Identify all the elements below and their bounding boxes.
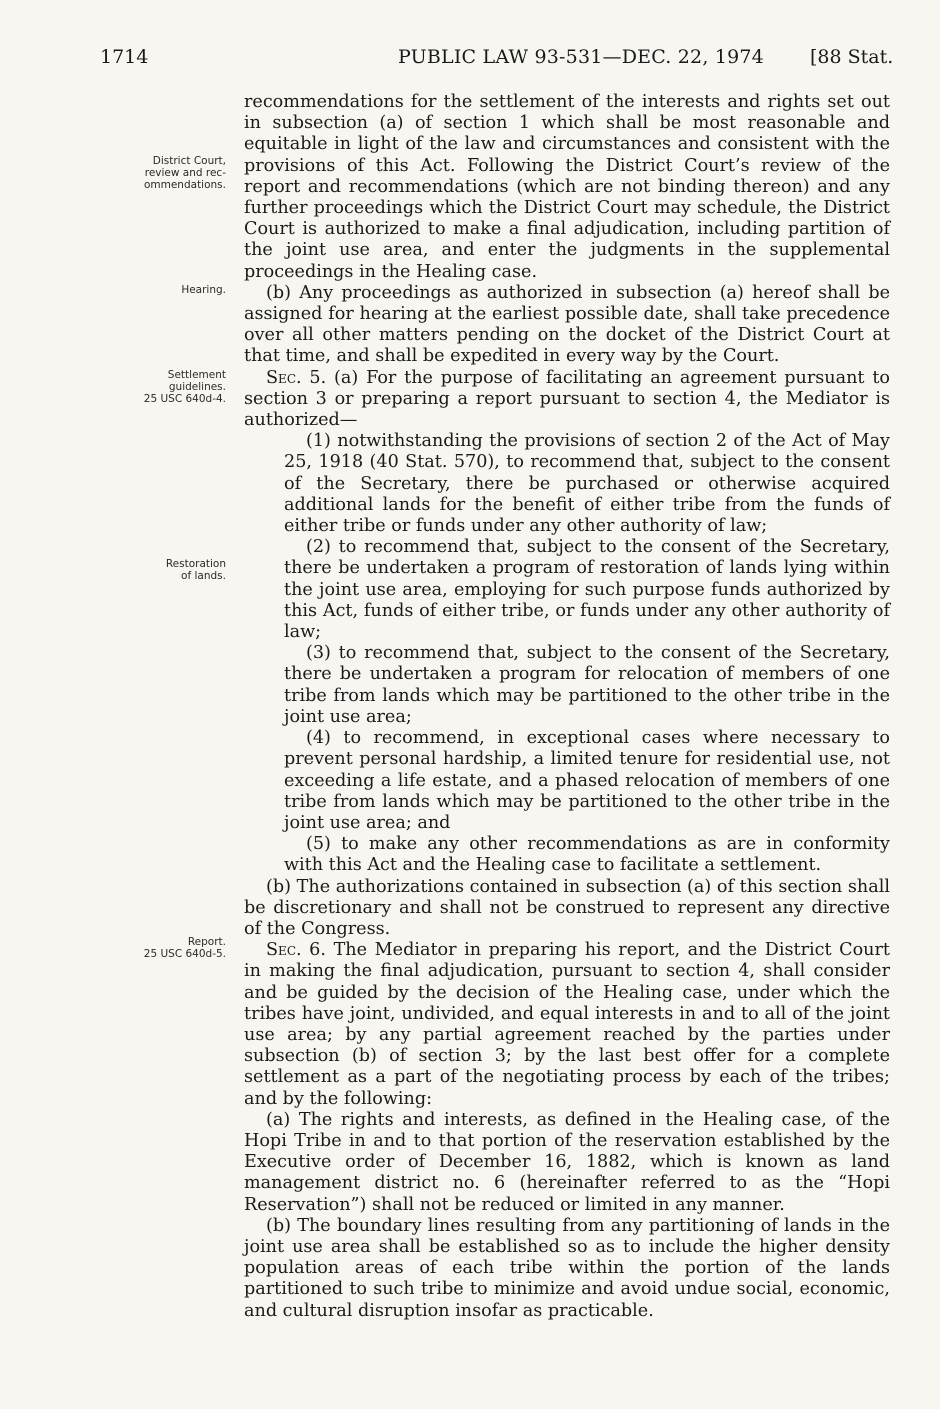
margin-note-report: Report. 25 USC 640d-5. (143, 936, 226, 960)
paragraph: (b) The authorizations contained in subsection (a) of this section shall be discretionary and shall not be construed to represent any directive of the Congress. (244, 876, 890, 939)
paragraph: recommendations for the settlement of the interests and rights set out in subsection (a) of section 1 which shall be most reasonable and equitable in light of the law and circumstances and consistent with the provisions of this Act. Following the District Court’s review of the report and recommendations (which are not binding thereon) and any further proceedings which the District Court may schedule, the District Court is authorized to make a final adjudication, including partition of the joint use area, and enter the judgments in the supplemental proceedings in the Healing case. (244, 92, 890, 282)
margin-note-hearing: Hearing. (181, 284, 226, 296)
body-text (244, 92, 890, 1322)
statute-reference: [88 Stat. (810, 46, 894, 68)
list-item: (4) to recommend, in exceptional cases where necessary to prevent personal hardship, a limited tenure for residential use, not exceeding a life estate, and a phased relocation of members of one tribe from lands which may be partitioned to the other tribe in the joint use area; and (284, 728, 890, 833)
list-item: (2) to recommend that, subject to the consent of the Secretary, there be undertaken a program of restoration of lands lying within the joint use area, employing for such purpose funds authorized by this Act, funds of either tribe, or funds under any other authority of law; (284, 537, 890, 643)
list-item: (3) to recommend that, subject to the consent of the Secretary, there be undertaken a program for relocation of members of one tribe from lands which may be partitioned to the other tribe in the joint use area; (284, 643, 890, 727)
section-label: Sec. 5. (266, 367, 327, 388)
paragraph: (b) The boundary lines resulting from any partitioning of lands in the joint use area shall be established so as to include the higher density population areas of each tribe within the portion of the lands partitioned to such tribe to minimize and avoid undue social, economic, and cultural disruption insofar as practicable. (244, 1215, 890, 1321)
list-item: (1) notwithstanding the provisions of section 2 of the Act of May 25, 1918 (40 Stat. 570), to recommend that, subject to the consent of the Secretary, there be purchased or otherwise acquired additional lands for the benefit of either tribe from the funds of either tribe or funds under any other authority of law; (284, 431, 890, 537)
margin-note-restoration: Restoration of lands. (165, 558, 226, 582)
margin-note-settlement-guidelines: Settlement guidelines. 25 USC 640d-4. (143, 369, 226, 405)
page-header (0, 46, 940, 76)
paragraph: (b) Any proceedings as authorized in subsection (a) hereof shall be assigned for hearing at the earliest possible date, shall take precedence over all other matters pending on the docket of the District Court at that time, and shall be expedited in every way by the Court. (244, 282, 890, 367)
list-item: (5) to make any other recommendations as are in conformity with this Act and the Healing case to facilitate a settlement. (284, 834, 890, 876)
margin-note-district-court: District Court, review and rec- ommendations. (143, 155, 226, 191)
paragraph: (a) The rights and interests, as defined in the Healing case, of the Hopi Tribe in and to that portion of the reservation established by the Executive order of December 16, 1882, which is known as land management district no. 6 (hereinafter referred to as the “Hopi Reservation”) shall not be reduced or limited in any manner. (244, 1109, 890, 1215)
running-title: PUBLIC LAW 93-531—DEC. 22, 1974 (398, 46, 764, 68)
section-6-paragraph: Sec. 6. The Mediator in preparing his report, and the District Court in making the final adjudication, pursuant to section 4, shall consider and be guided by the decision of the Healing case, under which the tribes have joint, undivided, and equal interests in and to all of the joint use area; by any partial agreement reached by the parties under subsection (b) of section 3; by the last best offer for a complete settlement as a part of the negotiating process by each of the tribes; and by the following: (244, 940, 890, 1109)
page-number: 1714 (100, 46, 149, 68)
section-label: Sec. 6. (266, 940, 326, 961)
section-5-paragraph: Sec. 5. (a) For the purpose of facilitating an agreement pursuant to section 3 or preparing a report pursuant to section 4, the Mediator is authorized— (244, 367, 890, 431)
